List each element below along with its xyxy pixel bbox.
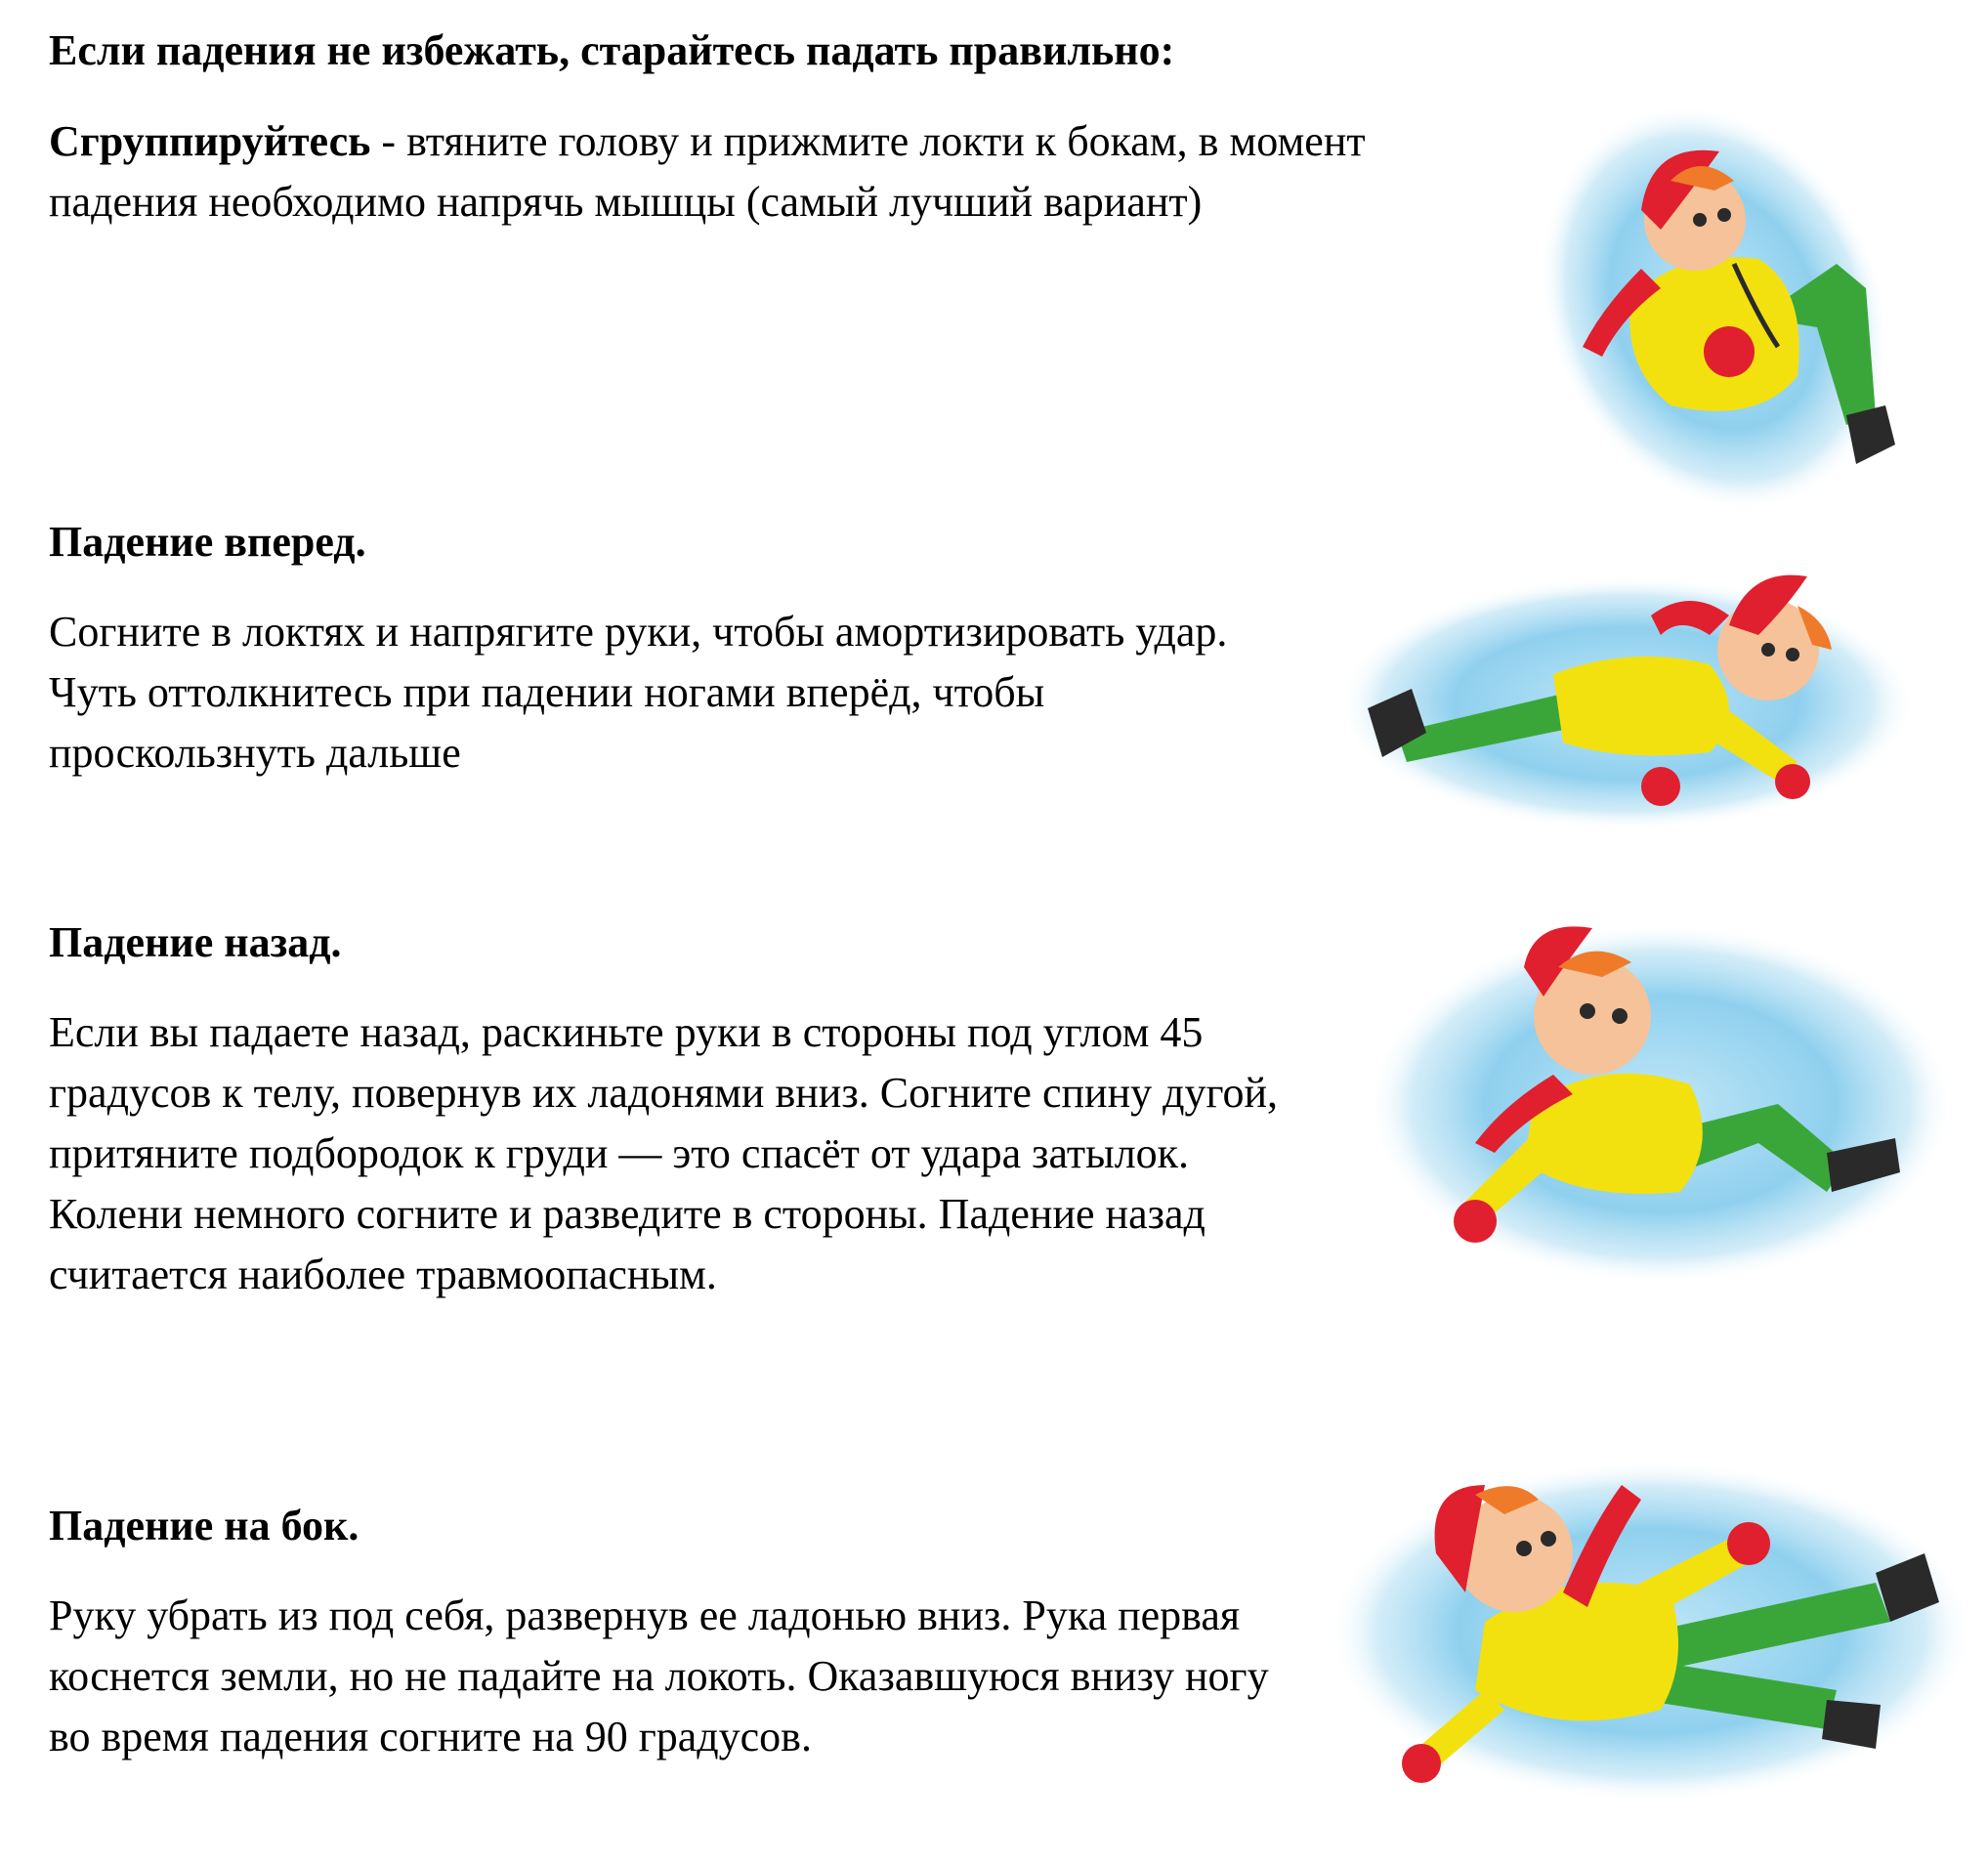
- page-title: Если падения не избежать, старайтесь падать правильно:: [49, 26, 1175, 74]
- section-side-text: Руку убрать из под себя, развернув ее ладонью вниз. Рука первая коснется земли, но не падайте на локоть. Оказавшуюся внизу ногу во время падения согните на 90 градусов.: [49, 1591, 1269, 1760]
- mitten: [1454, 1200, 1497, 1243]
- mitten: [1402, 1744, 1441, 1783]
- section-backward-text: Если вы падаете назад, раскиньте руки в стороны под углом 45 градусов к телу, повернув их ладонями вниз. Согните спину дугой, притяните подбородок к груди — это спасёт от удара затылок. Колени немного согните и разведите в стороны. Падение назад считается наиболее травмоопасным.: [49, 1008, 1279, 1298]
- intro-lead-text: - втяните голову и прижмите локти к бокам, в момент падения необходимо напрячь мышцы (самый лучший вариант): [49, 117, 1366, 226]
- section-forward-heading: Падение вперед.: [49, 518, 366, 566]
- mitten: [1704, 326, 1755, 377]
- eye: [1717, 208, 1731, 222]
- mitten: [1727, 1522, 1770, 1565]
- intro-lead-bold: Сгруппируйтесь: [49, 117, 371, 165]
- mitten: [1775, 764, 1810, 799]
- section-side-heading: Падение на бок.: [49, 1502, 360, 1549]
- eye: [1516, 1541, 1532, 1556]
- eye: [1580, 1003, 1595, 1019]
- backward-fall-illustration: [1368, 909, 1954, 1299]
- section-backward-heading: Падение назад.: [49, 918, 342, 966]
- mitten: [1641, 767, 1680, 806]
- eye: [1761, 643, 1775, 657]
- eye: [1541, 1531, 1556, 1547]
- intro-paragraph: [49, 111, 1436, 233]
- section-forward-text: Согните в локтях и напрягите руки, чтобы амортизировать удар. Чуть оттолкнитесь при падении ногами вперёд, чтобы проскользнуть дальше: [49, 608, 1228, 777]
- side-fall-illustration: [1329, 1446, 1973, 1817]
- eye: [1693, 213, 1707, 227]
- eye: [1786, 648, 1799, 661]
- eye: [1612, 1008, 1628, 1024]
- tucked-fall-illustration: [1524, 93, 1905, 523]
- forward-fall-illustration: [1338, 547, 1915, 840]
- jacket: [1553, 657, 1729, 755]
